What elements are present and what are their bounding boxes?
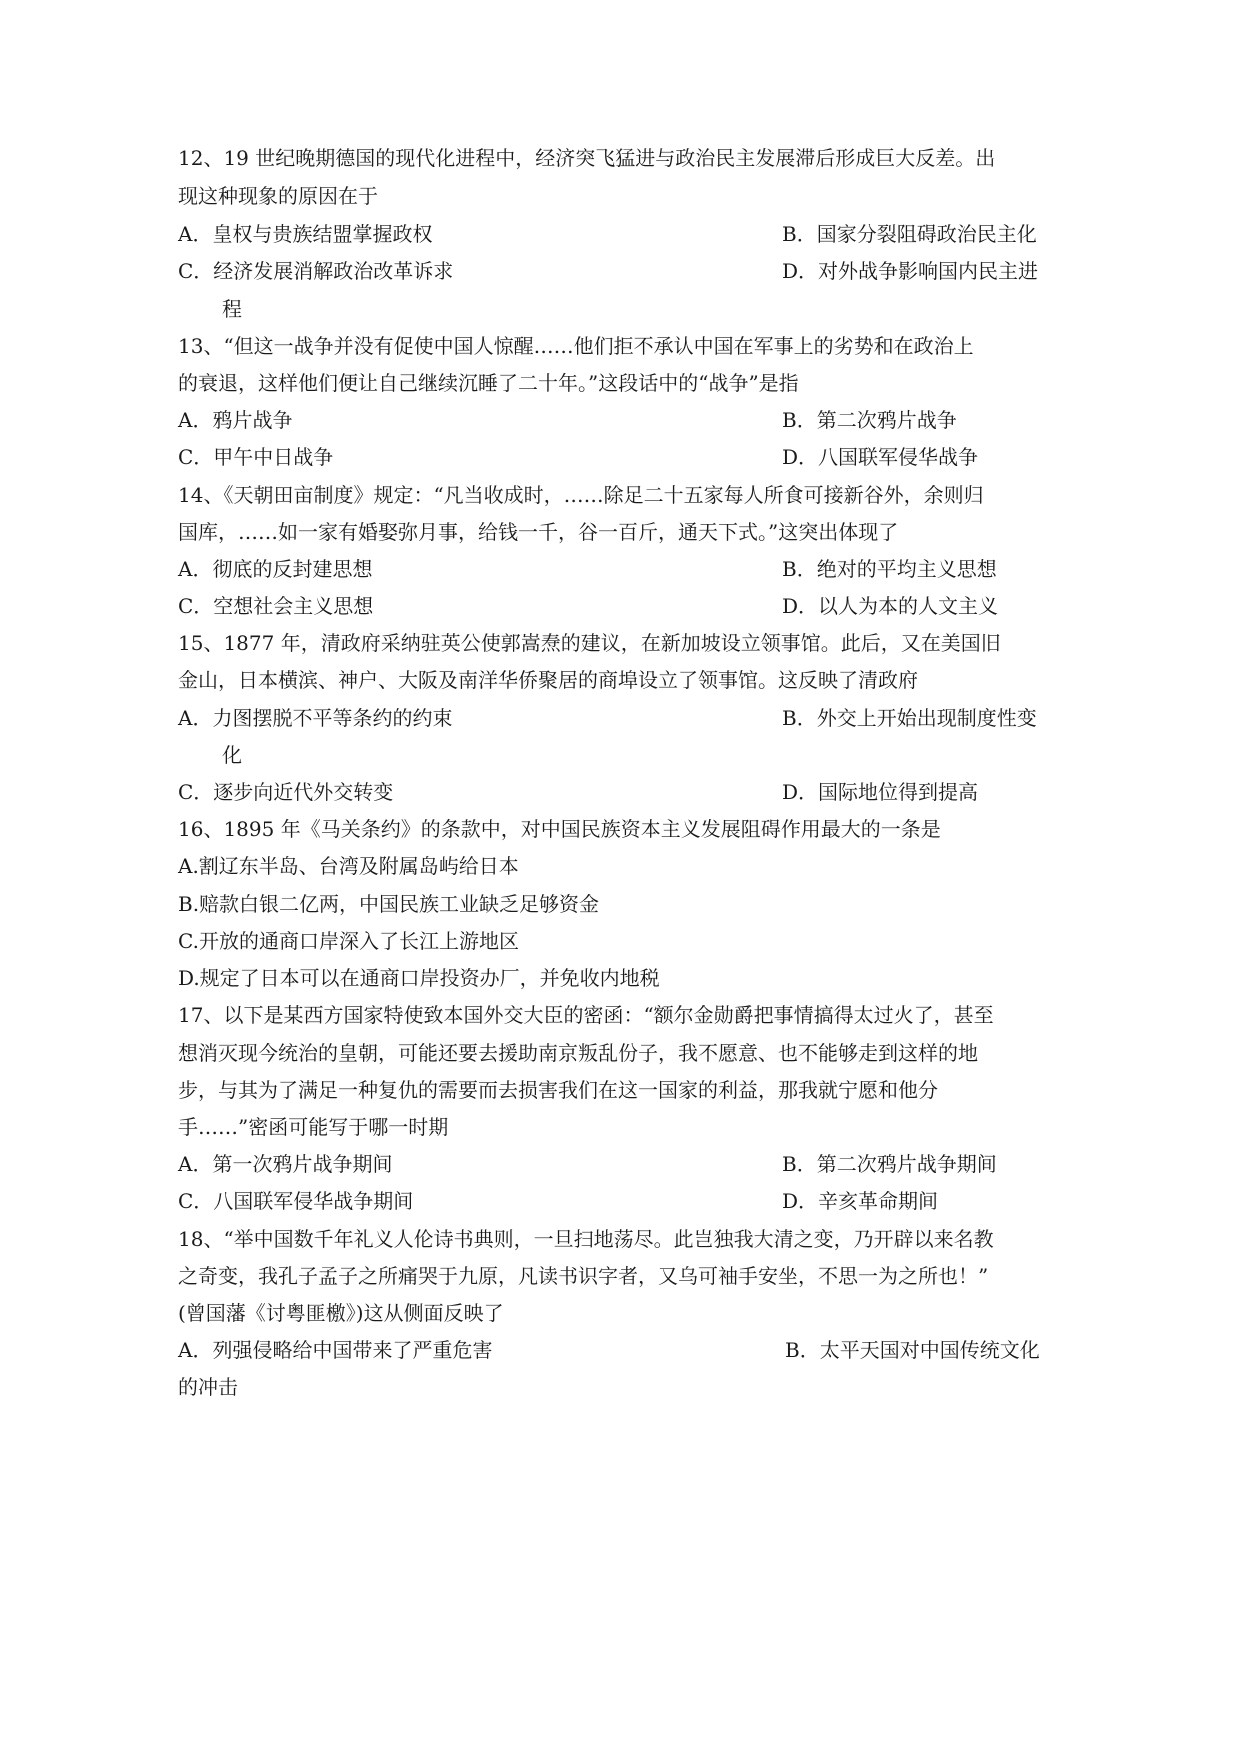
q18-stem-line-2: 之奇变，我孔子孟子之所痛哭于九原，凡读书识字者，又乌可袖手安坐，不思一为之所也！” [178, 1264, 989, 1288]
q14-option-b: B．绝对的平均主义思想 [782, 557, 997, 581]
q18-stem-line-3: (曾国藩《讨粤匪檄》)这从侧面反映了 [178, 1301, 504, 1325]
q16-option-b: B.赔款白银二亿两，中国民族工业缺乏足够资金 [178, 892, 600, 916]
q16-stem-line-1: 16、1895 年《马关条约》的条款中，对中国民族资本主义发展阻碍作用最大的一条是 [178, 817, 941, 841]
q15-option-c: C．逐步向近代外交转变 [178, 780, 394, 804]
q14-option-d: D．以人为本的人文主义 [782, 594, 999, 618]
q13-stem-line-2: 的衰退，这样他们便让自己继续沉睡了二十年。”这段话中的“战争”是指 [178, 371, 799, 395]
q15-option-b-continued: 化 [222, 743, 242, 767]
q16-option-c: C.开放的通商口岸深入了长江上游地区 [178, 929, 519, 953]
q17-option-a: A．第一次鸦片战争期间 [178, 1152, 393, 1176]
q18-stem-line-1: 18、“举中国数千年礼义人伦诗书典则，一旦扫地荡尽。此岂独我大清之变，乃开辟以来名教 [178, 1227, 994, 1251]
q12-option-c: C．经济发展消解政治改革诉求 [178, 259, 454, 283]
q15-option-d: D．国际地位得到提高 [782, 780, 979, 804]
q15-stem-line-2: 金山，日本横滨、神户、大阪及南洋华侨聚居的商埠设立了领事馆。这反映了清政府 [178, 668, 918, 692]
q17-option-d: D．辛亥革命期间 [782, 1189, 939, 1213]
q17-option-b: B．第二次鸦片战争期间 [782, 1152, 997, 1176]
q17-option-c: C．八国联军侵华战争期间 [178, 1189, 414, 1213]
q18-option-a: A．列强侵略给中国带来了严重危害 [178, 1338, 493, 1362]
q17-stem-line-2: 想消灭现今统治的皇朝，可能还要去援助南京叛乱份子，我不愿意、也不能够走到这样的地 [178, 1041, 978, 1065]
q12-option-d: D．对外战争影响国内民主进 [782, 259, 1039, 283]
q13-stem-line-1: 13、“但这一战争并没有促使中国人惊醒……他们拒不承认中国在军事上的劣势和在政治上 [178, 334, 974, 358]
q12-stem-line-2: 现这种现象的原因在于 [178, 184, 378, 208]
q17-stem-line-4: 手……”密函可能写于哪一时期 [178, 1115, 449, 1139]
q18-option-b: B．太平天国对中国传统文化 [785, 1338, 1040, 1362]
q15-stem-line-1: 15、1877 年，清政府采纳驻英公使郭嵩焘的建议，在新加坡设立领事馆。此后，又在美国旧 [178, 631, 1001, 655]
q16-option-d: D.规定了日本可以在通商口岸投资办厂，并免收内地税 [178, 966, 660, 990]
q17-stem-line-1: 17、以下是某西方国家特使致本国外交大臣的密函：“额尔金勋爵把事情搞得太过火了，甚至 [178, 1003, 994, 1027]
q13-option-a: A．鸦片战争 [178, 408, 293, 432]
q15-option-b: B．外交上开始出现制度性变 [782, 706, 1037, 730]
q13-option-c: C．甲午中日战争 [178, 445, 334, 469]
q15-option-a: A．力图摆脱不平等条约的约束 [178, 706, 453, 730]
q14-stem-line-1: 14、《天朝田亩制度》规定：“凡当收成时，……除足二十五家每人所食可接新谷外，余则归 [178, 483, 984, 507]
q14-option-c: C．空想社会主义思想 [178, 594, 374, 618]
q16-option-a: A.割辽东半岛、台湾及附属岛屿给日本 [178, 854, 519, 878]
q14-option-a: A．彻底的反封建思想 [178, 557, 373, 581]
q17-stem-line-3: 步，与其为了满足一种复仇的需要而去损害我们在这一国家的利益，那我就宁愿和他分 [178, 1078, 938, 1102]
q12-option-d-continued: 程 [222, 297, 242, 321]
q12-option-b: B．国家分裂阻碍政治民主化 [782, 222, 1037, 246]
q14-stem-line-2: 国库，……如一家有婚娶弥月事，给钱一千，谷一百斤，通天下式。”这突出体现了 [178, 520, 899, 544]
q18-option-b-continued: 的冲击 [178, 1375, 238, 1399]
q12-stem-line-1: 12、19 世纪晚期德国的现代化进程中，经济突飞猛进与政治民主发展滞后形成巨大反差。出 [178, 146, 996, 170]
q13-option-d: D．八国联军侵华战争 [782, 445, 979, 469]
q13-option-b: B．第二次鸦片战争 [782, 408, 957, 432]
q12-option-a: A．皇权与贵族结盟掌握政权 [178, 222, 433, 246]
